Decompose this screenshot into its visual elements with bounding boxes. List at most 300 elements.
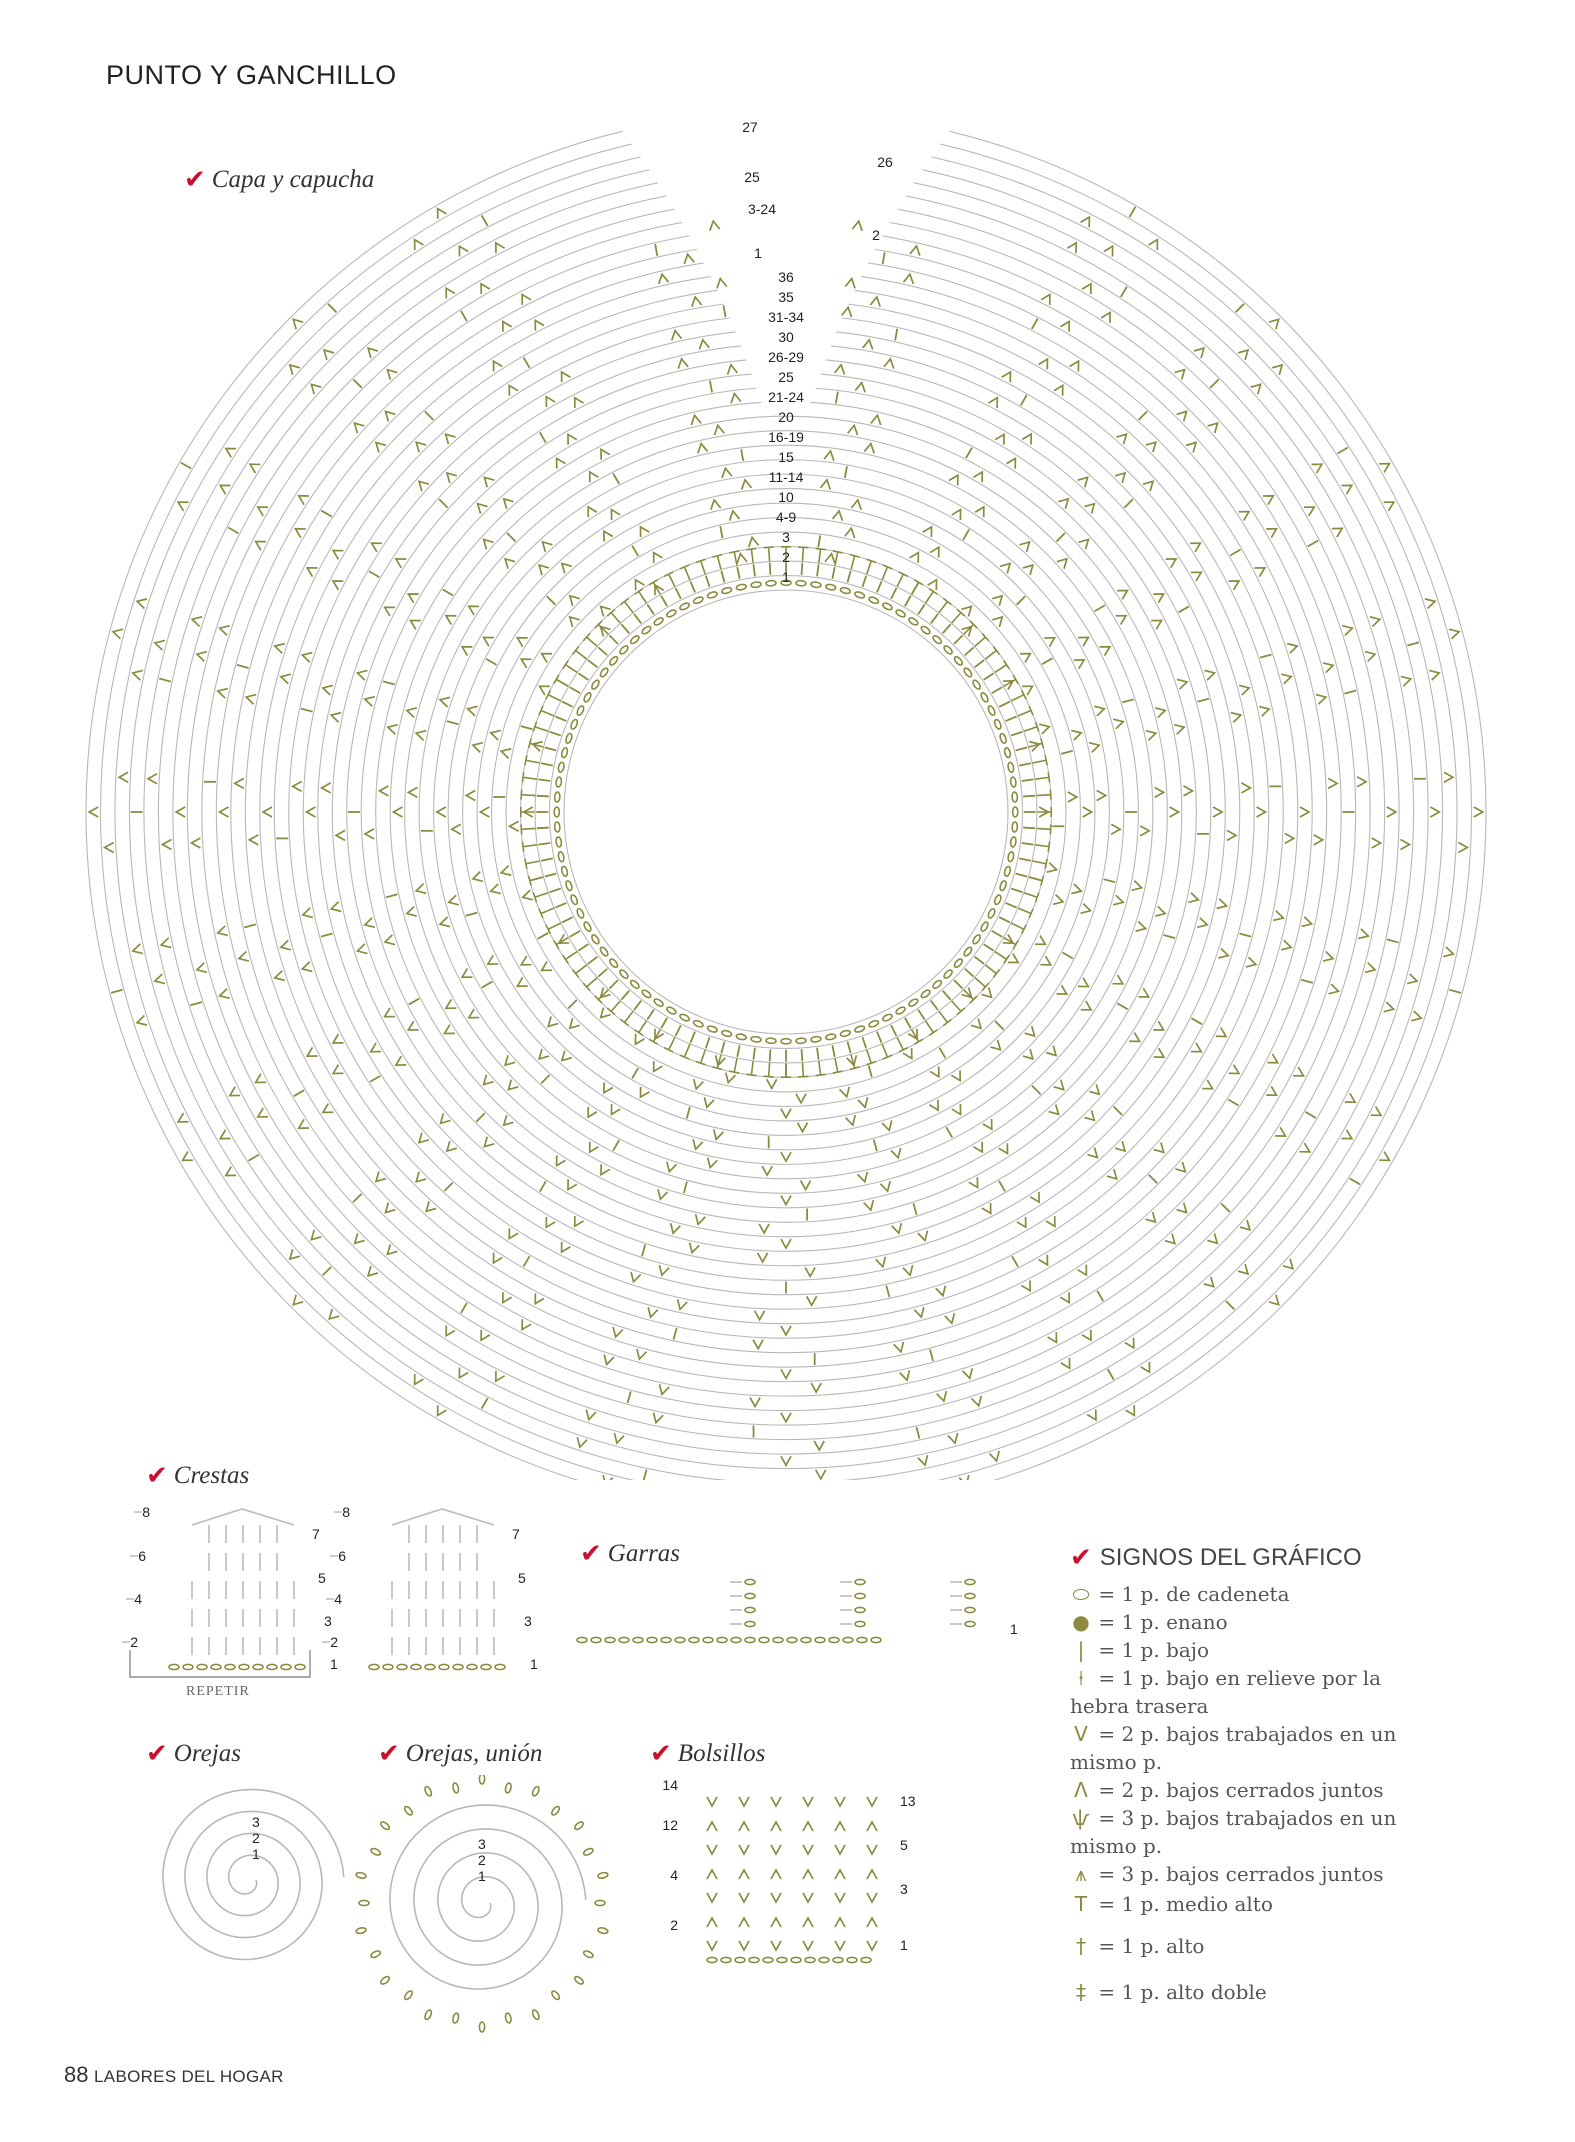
- increase-stitch: [811, 1383, 821, 1392]
- increase-stitch: [1254, 564, 1267, 577]
- single-stitch: [931, 614, 938, 624]
- increase-stitch: [597, 447, 610, 460]
- half-double-stitch: [525, 856, 541, 869]
- chain-stitch: [895, 609, 906, 619]
- single-stitch: [1022, 843, 1034, 845]
- chain-stitch: [558, 762, 565, 773]
- increase-stitch: [635, 1349, 647, 1360]
- chain-stitch: [965, 1593, 975, 1598]
- single-stitch: [1198, 699, 1210, 702]
- row-label: 25: [744, 169, 760, 185]
- chain-stitch: [721, 1030, 732, 1038]
- chain-stitch: [773, 1637, 783, 1642]
- increase-stitch: [249, 835, 258, 845]
- increase-stitch: [936, 1286, 948, 1297]
- single-stitch: [676, 588, 681, 599]
- increase-stitch: [698, 339, 709, 350]
- row-label: 36: [778, 269, 794, 285]
- single-stitch: [1023, 828, 1035, 829]
- increase-stitch: [807, 1296, 817, 1305]
- chain-stitch: [1007, 851, 1014, 862]
- chain-stitch: [745, 1607, 755, 1612]
- increase-stitch: [755, 1311, 765, 1320]
- increase-stitch: [1040, 956, 1053, 969]
- increase-stitch: [945, 1313, 957, 1324]
- single-stitch: [244, 924, 256, 927]
- chain-stitch: [825, 584, 836, 591]
- single-stitch: [1016, 747, 1028, 750]
- chain-stitch: [993, 719, 1002, 730]
- legend-item: Λ = 2 p. bajos cerrados juntos: [1070, 1776, 1400, 1804]
- increase-stitch: [245, 692, 256, 704]
- increase-stitch: [1022, 682, 1035, 695]
- single-stitch: [930, 1349, 933, 1361]
- chain-stitch: [980, 692, 990, 703]
- increase-stitch: [651, 1413, 663, 1424]
- single-stitch: [802, 563, 803, 575]
- increase-stitch: [864, 1200, 876, 1211]
- increase-stitch: [433, 1405, 446, 1418]
- row-label: 1: [900, 1937, 908, 1953]
- chain-stitch: [411, 1664, 421, 1669]
- row-label: 31-34: [768, 309, 804, 325]
- chain-stitch: [972, 934, 982, 945]
- chain-stitch: [787, 1637, 797, 1642]
- increase-stitch: [880, 1181, 892, 1192]
- single-stitch: [877, 581, 882, 592]
- increase-stitch: [1314, 835, 1323, 845]
- single-stitch: [1114, 1107, 1122, 1115]
- increase-stitch: [739, 1893, 749, 1902]
- half-double-stitch: [713, 1053, 726, 1069]
- single-stitch: [1239, 934, 1251, 937]
- chain-stitch: [605, 1637, 615, 1642]
- single-stitch: [869, 1066, 872, 1078]
- single-stitch: [1344, 691, 1356, 694]
- increase-stitch: [1136, 921, 1147, 933]
- row-label: 6: [338, 1548, 346, 1564]
- increase-stitch: [629, 1272, 641, 1283]
- half-double-stitch: [522, 840, 537, 852]
- increase-stitch: [729, 393, 740, 404]
- increase-stitch: [903, 273, 914, 284]
- increase-stitch: [293, 781, 302, 791]
- increase-stitch: [382, 603, 395, 616]
- single-stitch: [647, 1010, 654, 1020]
- single-stitch: [975, 957, 985, 964]
- increase-stitch: [771, 1941, 781, 1950]
- increase-stitch: [781, 1239, 791, 1248]
- increase-stitch: [322, 683, 333, 695]
- half-double-stitch: [1001, 933, 1018, 949]
- legend-item: T = 1 p. medio alto: [1070, 1890, 1400, 1918]
- single-stitch: [562, 917, 573, 922]
- single-stitch: [294, 1090, 304, 1096]
- ring: [492, 518, 1081, 1107]
- increase-stitch: [489, 728, 500, 740]
- back-loop-single-crochet-icon: ⍿: [1078, 1666, 1084, 1690]
- increase-stitch: [1231, 710, 1242, 722]
- increase-stitch: [305, 564, 318, 577]
- increase-stitch: [1113, 717, 1124, 729]
- single-stitch: [975, 660, 985, 667]
- three-sc-decrease-icon: ⩚: [1075, 1862, 1087, 1886]
- increase-stitch: [1078, 978, 1091, 991]
- single-stitch: [931, 1001, 938, 1011]
- single-stitch: [1121, 287, 1127, 297]
- half-double-stitch: [982, 961, 999, 977]
- increase-stitch: [1191, 1043, 1204, 1056]
- increase-stitch: [771, 1845, 781, 1854]
- chain-stitch: [679, 1013, 690, 1022]
- single-stitch: [1338, 447, 1348, 453]
- half-double-stitch: [921, 589, 937, 606]
- check-icon: ✔: [184, 165, 206, 195]
- half-double-stitch: [948, 609, 965, 626]
- single-stitch: [1260, 655, 1272, 658]
- chain-stitch: [908, 616, 919, 626]
- row-label: 35: [778, 289, 794, 305]
- single-stitch: [370, 1076, 380, 1082]
- single-stitch: [1023, 796, 1035, 797]
- increase-stitch: [406, 590, 419, 603]
- increase-stitch: [835, 1822, 845, 1831]
- increase-stitch: [707, 1822, 717, 1831]
- single-stitch: [999, 1181, 1005, 1191]
- increase-stitch: [89, 807, 98, 817]
- increase-stitch: [452, 824, 461, 834]
- increase-stitch: [1039, 722, 1050, 734]
- single-stitch: [1228, 1100, 1238, 1106]
- increase-stitch: [1218, 948, 1229, 960]
- increase-stitch: [762, 1166, 772, 1175]
- increase-stitch: [845, 527, 856, 538]
- increase-stitch: [331, 1034, 344, 1047]
- single-stitch: [545, 747, 557, 750]
- single-stitch: [817, 564, 819, 576]
- single-stitch: [1350, 1178, 1360, 1184]
- increase-stitch: [900, 1370, 912, 1381]
- chain-stitch: [811, 581, 822, 587]
- chain-stitch: [731, 1637, 741, 1642]
- increase-stitch: [274, 971, 285, 983]
- single-stitch: [524, 1256, 530, 1266]
- single-stitch: [353, 1194, 361, 1202]
- increase-stitch: [176, 498, 189, 511]
- chain-stitch: [439, 1664, 449, 1669]
- chain-stitch: [781, 1039, 791, 1044]
- half-double-stitch: [583, 633, 600, 650]
- increase-stitch: [585, 1142, 598, 1155]
- increase-stitch: [510, 821, 519, 831]
- single-stitch: [1095, 605, 1105, 611]
- increase-stitch: [803, 1797, 813, 1806]
- chain-stitch: [197, 1664, 207, 1669]
- chain-stitch: [397, 1664, 407, 1669]
- chain-stitch: [565, 733, 573, 744]
- half-double-stitch: [797, 1062, 808, 1077]
- chain-stitch: [717, 1637, 727, 1642]
- increase-stitch: [1429, 668, 1440, 680]
- increase-stitch: [1132, 881, 1143, 893]
- increase-stitch: [707, 1870, 717, 1879]
- single-stitch: [634, 1001, 641, 1011]
- increase-stitch: [753, 1340, 763, 1349]
- half-double-stitch: [563, 947, 580, 963]
- chain-stitch: [555, 837, 561, 848]
- half-double-stitch: [846, 1053, 859, 1069]
- half-double-stitch: [746, 1060, 758, 1075]
- half-double-stitch: [746, 548, 758, 563]
- increase-stitch: [365, 829, 374, 839]
- single-stitch: [482, 1398, 488, 1408]
- chain-stitch: [452, 2013, 459, 2024]
- increase-stitch: [1074, 656, 1087, 669]
- single-stitch: [895, 329, 897, 341]
- increase-stitch: [867, 1918, 877, 1927]
- half-double-stitch: [607, 609, 624, 626]
- chain-stitch: [745, 1621, 755, 1626]
- increase-stitch: [1474, 807, 1483, 817]
- single-stitch: [1032, 1086, 1040, 1094]
- increase-stitch: [322, 783, 331, 793]
- chain-stitch: [1004, 866, 1012, 877]
- increase-stitch: [693, 1214, 705, 1225]
- increase-stitch: [218, 623, 229, 635]
- increase-stitch: [656, 1189, 668, 1200]
- half-double-stitch: [554, 933, 571, 949]
- increase-stitch: [781, 1196, 791, 1205]
- row-label: 25: [778, 369, 794, 385]
- chain-stitch: [370, 1847, 381, 1856]
- increase-stitch: [1246, 957, 1257, 969]
- increase-stitch: [415, 728, 426, 740]
- single-stitch: [507, 533, 515, 541]
- legend-list: [1070, 1580, 1400, 2006]
- check-icon: ✔: [146, 1461, 168, 1491]
- ring: [405, 431, 1168, 1194]
- chain-stitch: [1013, 807, 1018, 817]
- increase-stitch: [132, 668, 143, 680]
- increase-stitch: [611, 1327, 623, 1338]
- single-stitch: [753, 564, 755, 576]
- garras-chart: [570, 1570, 1020, 1660]
- chain-stitch: [943, 645, 954, 656]
- half-double-stitch: [1036, 790, 1051, 801]
- single-stitch: [1221, 1203, 1229, 1211]
- orejas-title: ✔ Orejas: [146, 1739, 241, 1769]
- increase-stitch: [1370, 614, 1381, 626]
- increase-stitch: [489, 884, 500, 896]
- increase-stitch: [771, 1797, 781, 1806]
- increase-stitch: [356, 944, 367, 956]
- increase-stitch: [771, 1822, 781, 1831]
- increase-stitch: [218, 989, 229, 1001]
- single-stitch: [845, 466, 847, 478]
- single-stitch: [482, 982, 492, 988]
- increase-stitch: [531, 1293, 544, 1306]
- ring: [506, 532, 1066, 1092]
- increase-stitch: [564, 432, 577, 445]
- single-stitch: [1030, 877, 1042, 880]
- increase-stitch: [1281, 672, 1292, 684]
- single-stitch: [570, 931, 580, 937]
- increase-stitch: [1323, 951, 1334, 963]
- increase-stitch: [1112, 975, 1125, 988]
- chain-stitch: [608, 958, 619, 969]
- increase-stitch: [646, 1307, 658, 1318]
- row-label: 3: [900, 1881, 908, 1897]
- increase-stitch: [726, 364, 737, 375]
- row-label: 2: [330, 1634, 338, 1650]
- single-crochet-icon: |: [1077, 1638, 1085, 1662]
- increase-stitch: [564, 1179, 577, 1192]
- increase-stitch: [910, 245, 921, 256]
- increase-stitch: [798, 1123, 808, 1132]
- chain-stitch: [801, 1637, 811, 1642]
- chain-stitch: [707, 1025, 718, 1033]
- legend-item: | = 1 p. bajo: [1070, 1636, 1400, 1664]
- increase-stitch: [949, 473, 962, 486]
- single-stitch: [706, 1037, 710, 1048]
- increase-stitch: [1449, 627, 1460, 639]
- chain-stitch: [679, 602, 690, 611]
- chain-stitch: [481, 1664, 491, 1669]
- single-stitch: [621, 991, 629, 1000]
- single-stitch: [444, 1183, 452, 1191]
- chain-stitch: [736, 1033, 747, 1040]
- treble-crochet-icon: ‡: [1076, 1980, 1086, 2004]
- chain-stitch: [751, 1036, 762, 1042]
- single-stitch: [328, 304, 336, 312]
- single-stitch: [1226, 1301, 1234, 1309]
- increase-stitch: [1116, 611, 1129, 624]
- chain-stitch: [796, 1038, 806, 1044]
- increase-stitch: [796, 1094, 806, 1103]
- chain-stitch: [583, 692, 593, 703]
- chain-stitch: [558, 851, 565, 862]
- row-label: 26: [877, 154, 893, 170]
- single-stitch: [946, 1127, 952, 1137]
- single-stitch: [613, 1140, 619, 1150]
- half-double-stitch: [1036, 823, 1051, 834]
- increase-stitch: [301, 650, 312, 662]
- single-stitch: [1164, 935, 1176, 938]
- increase-stitch: [803, 1918, 813, 1927]
- increase-stitch: [1401, 674, 1412, 686]
- repeat-bracket: [130, 1650, 310, 1677]
- magazine-name: LABORES DEL HOGAR: [94, 2067, 284, 2086]
- increase-stitch: [1241, 783, 1250, 793]
- increase-stitch: [858, 1172, 870, 1183]
- increase-stitch: [1153, 590, 1166, 603]
- increase-stitch: [696, 443, 707, 454]
- increase-stitch: [636, 1087, 649, 1100]
- increase-stitch: [1082, 1330, 1095, 1343]
- increase-stitch: [1357, 777, 1366, 787]
- increase-stitch: [657, 273, 668, 284]
- increase-stitch: [330, 710, 341, 722]
- chain-stitch: [505, 1783, 512, 1794]
- row-label: 4-9: [775, 509, 797, 525]
- single-stitch: [1019, 763, 1031, 765]
- chain-stitch: [573, 1975, 584, 1985]
- page-number: 88: [64, 2062, 89, 2087]
- check-icon: ✔: [580, 1539, 602, 1569]
- increase-stitch: [1372, 838, 1381, 848]
- single-stitch: [1011, 732, 1022, 736]
- increase-stitch: [160, 938, 171, 950]
- row-label: 2: [670, 1917, 678, 1933]
- increase-stitch: [824, 450, 835, 461]
- chain-stitch: [281, 1664, 291, 1669]
- increase-stitch: [220, 807, 229, 817]
- chain-stitch: [225, 1664, 235, 1669]
- chain-stitch: [763, 1957, 773, 1962]
- single-stitch: [710, 381, 712, 393]
- increase-stitch: [356, 668, 367, 680]
- chain-stitch: [576, 908, 585, 919]
- single-stitch: [723, 305, 725, 317]
- row-label: 1: [530, 1656, 538, 1672]
- single-stitch: [301, 709, 313, 712]
- single-stitch: [555, 903, 566, 908]
- increase-stitch: [758, 1253, 768, 1262]
- increase-stitch: [132, 944, 143, 956]
- increase-stitch: [707, 1941, 717, 1950]
- increase-stitch: [1071, 884, 1082, 896]
- single-stitch: [425, 411, 433, 419]
- increase-stitch: [1153, 1021, 1166, 1034]
- chain-stitch: [953, 958, 964, 969]
- single-stitch: [578, 673, 588, 680]
- single-stitch: [684, 1182, 687, 1194]
- increase-stitch: [882, 1120, 894, 1131]
- single-stitch: [984, 673, 994, 680]
- single-stitch: [545, 874, 557, 877]
- increase-stitch: [816, 1470, 826, 1479]
- row-label: 1: [252, 1846, 260, 1862]
- single-stitch: [661, 1018, 667, 1028]
- increase-stitch: [649, 1061, 662, 1074]
- increase-stitch: [1087, 1410, 1100, 1423]
- chain-stitch: [424, 1786, 433, 1797]
- single-stitch: [886, 1285, 889, 1297]
- increase-stitch: [500, 866, 511, 878]
- chain-stitch: [599, 946, 609, 957]
- increase-stitch: [1188, 893, 1199, 905]
- increase-stitch: [848, 425, 859, 436]
- single-stitch: [1210, 379, 1218, 387]
- increase-stitch: [855, 382, 866, 393]
- chain-stitch: [619, 969, 630, 980]
- half-double-stitch: [634, 589, 650, 606]
- bolsillos-title: ✔ Bolsillos: [650, 1739, 766, 1769]
- chain-stitch: [295, 1664, 305, 1669]
- single-stitch: [737, 567, 739, 579]
- single-stitch: [1149, 1175, 1157, 1183]
- increase-stitch: [301, 962, 312, 974]
- chain-stitch: [707, 591, 718, 599]
- increase-stitch: [607, 507, 620, 520]
- chain-stitch: [1012, 792, 1018, 802]
- single-stitch: [476, 1113, 484, 1121]
- half-double-stitch: [921, 1018, 937, 1035]
- crest-peak: [392, 1509, 494, 1525]
- single-stitch: [466, 913, 478, 916]
- increase-stitch: [408, 787, 417, 797]
- chain-stitch: [675, 1637, 685, 1642]
